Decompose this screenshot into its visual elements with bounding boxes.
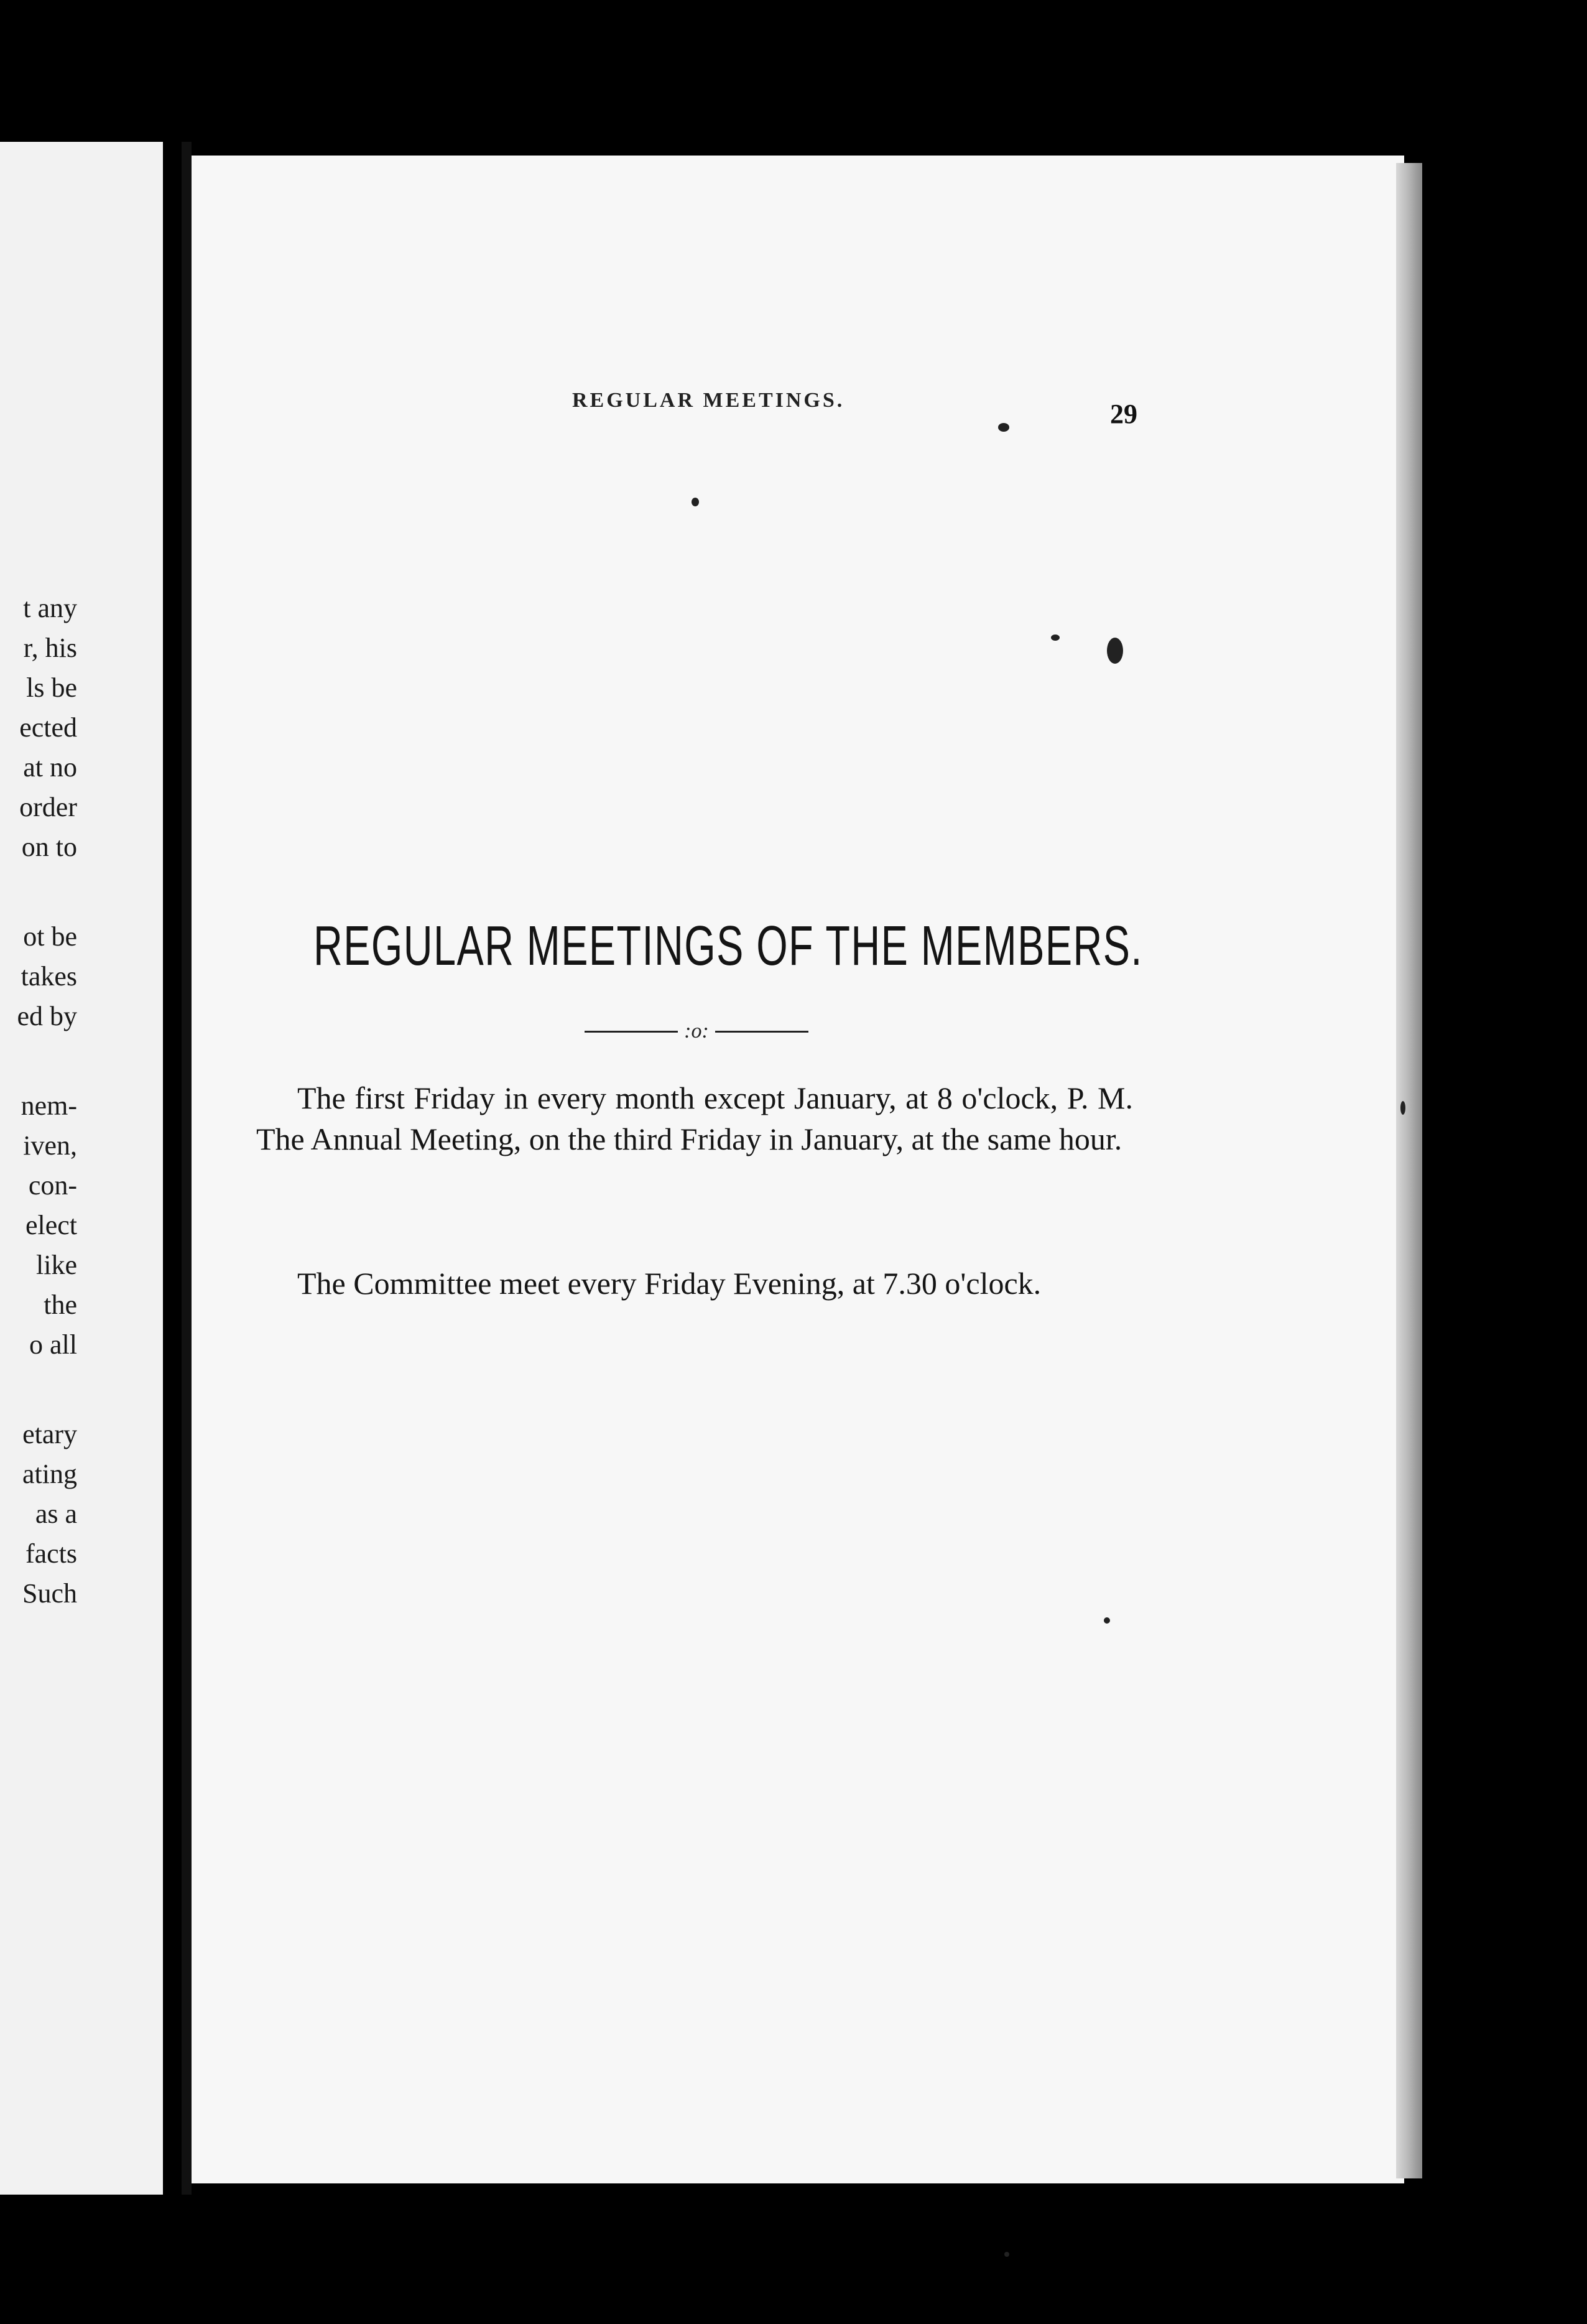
- committee-paragraph: The Committee meet every Friday Evening, at 7.30 o'clock.: [297, 1266, 1042, 1301]
- facing-page-line: facts: [25, 1538, 77, 1569]
- facing-page-line: nem-: [21, 1090, 77, 1121]
- section-divider: [585, 1019, 808, 1044]
- facing-page-line: order: [19, 792, 77, 822]
- scan-speck: [1051, 634, 1060, 641]
- facing-page-line: t any: [23, 593, 77, 623]
- book-gutter: [182, 142, 192, 2195]
- page: [192, 156, 1404, 2183]
- scan-speck: [692, 498, 699, 506]
- facing-page-line: like: [36, 1250, 77, 1280]
- page-number: 29: [1110, 399, 1137, 429]
- page-edge: [1396, 163, 1422, 2178]
- facing-page-line: ls be: [26, 672, 77, 703]
- facing-page-line: ating: [22, 1459, 77, 1489]
- divider-rule: [585, 1031, 678, 1033]
- facing-page-line: as a: [35, 1499, 77, 1529]
- facing-page-line: iven,: [23, 1130, 77, 1161]
- facing-page-line: Such: [22, 1578, 77, 1609]
- facing-page-line: ot be: [23, 921, 77, 952]
- running-head: REGULAR MEETINGS.: [572, 389, 845, 412]
- scan-speck: [1104, 1617, 1110, 1624]
- facing-page-line: o all: [29, 1329, 77, 1360]
- facing-page-line: ected: [19, 712, 77, 743]
- facing-page-line: r, his: [23, 633, 77, 663]
- facing-page-line: ed by: [17, 1001, 77, 1031]
- facing-page-line: elect: [25, 1210, 77, 1240]
- meeting-schedule-paragraph: The first Friday in every month except January, at 8 o'clock, P. M. The Annual Meeting, on the third Friday in January, at the same hour.: [256, 1081, 1133, 1156]
- divider-rule: [715, 1031, 808, 1033]
- scan-speck: [1004, 2252, 1009, 2257]
- page-title: REGULAR MEETINGS OF THE MEMBERS.: [313, 915, 1143, 977]
- scan-speck: [1107, 638, 1123, 664]
- scan-speck: [998, 423, 1009, 432]
- facing-page-line: takes: [21, 961, 77, 992]
- facing-page-line: the: [44, 1290, 77, 1320]
- scan-speck: [1400, 1101, 1405, 1115]
- facing-page-line: at no: [23, 752, 77, 783]
- divider-mark: :o:: [684, 1020, 709, 1043]
- facing-page-line: on to: [21, 832, 77, 862]
- facing-page-line: con-: [28, 1170, 77, 1201]
- facing-page: [0, 142, 163, 2195]
- facing-page-line: etary: [22, 1419, 77, 1449]
